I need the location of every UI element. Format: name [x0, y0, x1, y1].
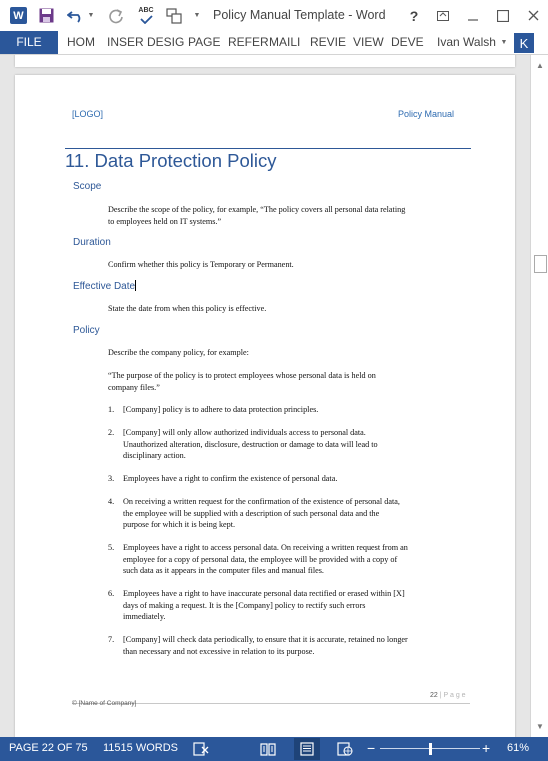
- user-name: Ivan Walsh: [437, 35, 496, 49]
- effective-date-heading-label: Effective Date: [73, 281, 136, 292]
- document-page[interactable]: [15, 75, 515, 737]
- footer-page-label: | P a g e: [439, 692, 466, 699]
- tab-developer[interactable]: DEVE: [391, 35, 424, 49]
- scope-heading: Scope: [73, 181, 102, 192]
- list-item: [108, 427, 488, 463]
- window-title: Policy Manual Template - Word: [213, 8, 386, 22]
- zoom-slider[interactable]: [380, 742, 480, 756]
- scroll-up-arrow-icon[interactable]: ▲: [536, 60, 544, 70]
- list-item: [108, 634, 488, 658]
- tab-references[interactable]: REFER: [228, 35, 269, 49]
- policy-list: [108, 404, 488, 734]
- list-item: [108, 588, 488, 624]
- scope-text-line: to employees held on IT systems.”: [108, 216, 222, 226]
- list-number: 1.: [108, 405, 115, 414]
- list-number: 2.: [108, 428, 115, 437]
- redo-icon[interactable]: [106, 7, 126, 24]
- tab-design[interactable]: DESIG: [147, 35, 185, 49]
- word-app-icon[interactable]: [10, 7, 27, 24]
- list-text-line: the employee will be supplied with a description of such personal data and the: [123, 508, 380, 518]
- zoom-in-button[interactable]: +: [482, 740, 491, 756]
- status-bar: [0, 737, 548, 761]
- vertical-scrollbar[interactable]: [530, 55, 548, 737]
- word-count-status[interactable]: 11515 WORDS: [103, 742, 178, 754]
- list-text-line: employee for a copy of personal data, the employee will be provided with a copy of: [123, 554, 398, 564]
- title-bar: [0, 0, 548, 31]
- footer-company: © [Name of Company]: [72, 700, 137, 707]
- print-layout-icon[interactable]: [294, 738, 320, 760]
- ribbon-display-options-button[interactable]: [430, 0, 456, 31]
- list-text-line: [Company] policy is to adhere to data protection principles.: [123, 405, 319, 414]
- list-item: [108, 542, 488, 578]
- effective-date-text: State the date from when this policy is effective.: [108, 304, 267, 313]
- list-text-line: disciplinary action.: [123, 451, 186, 461]
- undo-dropdown-icon[interactable]: ▼: [87, 11, 95, 19]
- list-number: 4.: [108, 497, 115, 506]
- tab-file-label: FILE: [16, 35, 42, 49]
- tab-file[interactable]: [0, 31, 58, 54]
- list-number: 6.: [108, 589, 115, 598]
- ribbon-tab-bar: [0, 31, 548, 55]
- avatar-initial: K: [519, 35, 529, 51]
- tab-mailings[interactable]: MAILI: [269, 35, 301, 49]
- spelling-check-label: ABC: [138, 6, 154, 14]
- proofing-status-icon[interactable]: [192, 741, 210, 757]
- tab-home[interactable]: HOM: [67, 35, 95, 49]
- word-app-icon-letter: W: [13, 9, 24, 22]
- close-button[interactable]: [520, 0, 546, 31]
- list-text-line: Employees have a right to access personal data. On receiving a written request from an: [123, 543, 408, 552]
- tab-insert[interactable]: INSER: [107, 35, 144, 49]
- list-text-line: such data as it appears in the computer files and manual files.: [123, 566, 324, 576]
- list-number: 5.: [108, 543, 115, 552]
- header-title: Policy Manual: [398, 109, 455, 119]
- minimize-button[interactable]: [460, 0, 486, 31]
- zoom-slider-thumb[interactable]: [429, 743, 432, 755]
- help-label: ?: [409, 7, 419, 24]
- footer-page-num: 22: [430, 692, 438, 699]
- header-logo: [LOGO]: [72, 109, 104, 119]
- list-text-line: [Company] will check data periodically, to ensure that it is accurate, retained no longer: [123, 635, 408, 644]
- zoom-level[interactable]: 61%: [507, 742, 530, 754]
- read-mode-icon[interactable]: [259, 741, 277, 757]
- save-icon[interactable]: [38, 7, 55, 24]
- list-text-line: [Company] will only allow authorized individuals access to personal data.: [123, 428, 366, 437]
- list-number: 3.: [108, 474, 115, 483]
- duration-heading: Duration: [73, 237, 111, 248]
- section-title-rule: [65, 148, 471, 149]
- user-account[interactable]: [437, 31, 496, 54]
- text-cursor: [135, 280, 136, 291]
- list-item: [108, 473, 488, 485]
- avatar[interactable]: [514, 33, 534, 53]
- tab-view[interactable]: VIEW: [353, 35, 384, 49]
- list-text-line: purpose for which it is being kept.: [123, 520, 236, 530]
- list-text-line: On receiving a written request for the confirmation of the existence of personal data,: [123, 497, 400, 506]
- list-text-line: days of making a request. It is the [Company] policy to rectify such errors: [123, 600, 366, 610]
- scrollbar-thumb[interactable]: [534, 255, 547, 273]
- effective-date-heading: [73, 280, 136, 292]
- list-number: 7.: [108, 635, 115, 644]
- list-text-line: Employees have a right to have inaccurate personal data rectified or erased within [X]: [123, 589, 405, 598]
- tab-page-layout[interactable]: PAGE: [188, 35, 221, 49]
- previous-page: [15, 55, 515, 67]
- page-count-status[interactable]: PAGE 22 OF 75: [9, 742, 88, 754]
- maximize-button[interactable]: [490, 0, 516, 31]
- web-layout-icon[interactable]: [336, 741, 354, 757]
- list-text-line: than necessary and not excessive in relation to its purpose.: [123, 646, 315, 656]
- list-text-line: immediately.: [123, 612, 166, 622]
- list-text-line: Unauthorized alteration, disclosure, destruction or damage to data will lead to: [123, 439, 378, 449]
- footer-page-number: [430, 692, 466, 699]
- list-item: [108, 496, 488, 532]
- tab-review[interactable]: REVIE: [310, 35, 347, 49]
- document-area[interactable]: [0, 55, 530, 737]
- policy-intro: Describe the company policy, for example:: [108, 348, 249, 357]
- user-account-dropdown-icon[interactable]: ▼: [500, 38, 508, 46]
- policy-quote-line: “The purpose of the policy is to protect employees whose personal data is held on: [108, 371, 376, 380]
- policy-quote-line: company files.”: [108, 382, 160, 392]
- zoom-out-button[interactable]: −: [367, 740, 376, 756]
- scope-text-line: Describe the scope of the policy, for example, “The policy covers all personal data relating: [108, 205, 406, 214]
- duration-text: Confirm whether this policy is Temporary or Permanent.: [108, 260, 294, 269]
- undo-icon[interactable]: [66, 7, 86, 24]
- touch-mode-icon[interactable]: [164, 6, 184, 25]
- policy-heading: Policy: [73, 325, 100, 336]
- help-button[interactable]: [401, 0, 427, 31]
- spelling-check-icon[interactable]: [136, 4, 156, 26]
- list-item: [108, 404, 488, 416]
- customize-qat-icon[interactable]: ▼: [193, 11, 201, 19]
- scroll-down-arrow-icon[interactable]: ▼: [536, 721, 544, 731]
- list-text-line: Employees have a right to confirm the existence of personal data.: [123, 474, 338, 483]
- section-title: 11. Data Protection Policy: [65, 150, 277, 171]
